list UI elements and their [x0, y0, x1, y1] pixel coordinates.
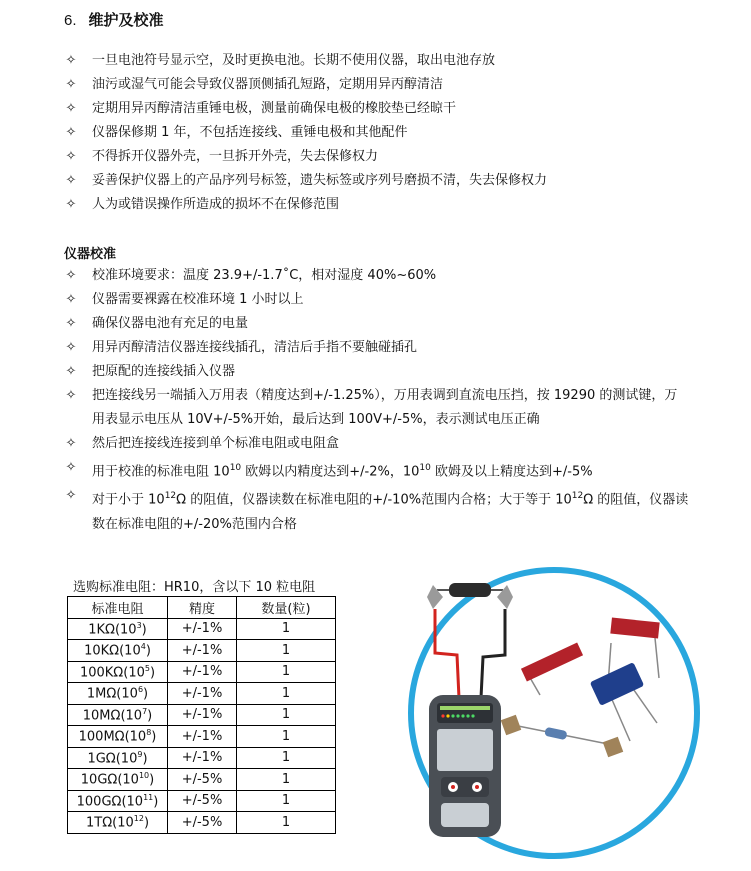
- table-row: [68, 790, 336, 812]
- diamond-bullet-icon: ✧: [65, 340, 77, 355]
- diamond-bullet-icon: ✧: [65, 101, 77, 116]
- cell-accuracy: +/-5%: [168, 790, 237, 812]
- list-item: ✧ 把连接线另一端插入万用表（精度达到+/-1.25%），万用表调到直流电压挡，按 19290 的测试键，万 用表显示电压从 10V+/-5%开始，最后达到 100V+/-5%，表示测试电压正确: [64, 384, 724, 432]
- cell-quantity: 1: [237, 683, 336, 705]
- cell-accuracy: +/-1%: [168, 640, 237, 662]
- standard-resistor-table: [67, 596, 336, 834]
- cell-accuracy: +/-1%: [168, 747, 237, 769]
- diamond-bullet-icon: ✧: [65, 460, 77, 475]
- cell-accuracy: +/-1%: [168, 704, 237, 726]
- table-row: [68, 769, 336, 791]
- list-item: ✧ 校准环境要求：温度 23.9+/-1.7˚C，相对湿度 40%~60%: [64, 264, 724, 288]
- cell-quantity: 1: [237, 640, 336, 662]
- cell-quantity: 1: [237, 661, 336, 683]
- cell-accuracy: +/-5%: [168, 812, 237, 834]
- cell-accuracy: +/-1%: [168, 661, 237, 683]
- cell-resistor: $1M\Omega(10^6)$: [68, 683, 168, 705]
- diamond-bullet-icon: ✧: [65, 53, 77, 68]
- table-caption: 选购标准电阻：HR10，含以下 10 粒电阻: [73, 580, 316, 595]
- list-item: ✧ 用异丙醇清洁仪器连接线插孔，清洁后手指不要触碰插孔: [64, 336, 724, 360]
- diamond-bullet-icon: ✧: [65, 316, 77, 331]
- cell-accuracy: +/-1%: [168, 726, 237, 748]
- cell-accuracy: +/-1%: [168, 618, 237, 640]
- cell-resistor: $1K\Omega(10^3)$: [68, 618, 168, 640]
- section-title-text: 维护及校准: [88, 11, 164, 29]
- cell-resistor: $10K\Omega(10^4)$: [68, 640, 168, 662]
- cell-quantity: 1: [237, 726, 336, 748]
- cell-resistor: $100K\Omega(10^5)$: [68, 661, 168, 683]
- list-item: ✧ 仪器需要裸露在校准环境 1 小时以上: [64, 288, 724, 312]
- calibration-list: [64, 264, 724, 537]
- diamond-bullet-icon: ✧: [65, 364, 77, 379]
- section-title: [64, 9, 164, 30]
- table-row: [68, 618, 336, 640]
- cell-resistor: $1T\Omega(10^{12})$: [68, 812, 168, 834]
- cell-resistor: $10M\Omega(10^7)$: [68, 704, 168, 726]
- list-item: ✧ 然后把连接线连接到单个标准电阻或电阻盒: [64, 432, 724, 456]
- table-row: [68, 683, 336, 705]
- diamond-bullet-icon: ✧: [65, 436, 77, 451]
- diamond-bullet-icon: ✧: [65, 149, 77, 164]
- table-row: [68, 661, 336, 683]
- table-header-row: [68, 597, 336, 619]
- col-header-quantity: 数量(粒): [237, 597, 336, 619]
- diamond-bullet-icon: ✧: [65, 488, 77, 504]
- cell-quantity: 1: [237, 790, 336, 812]
- cell-accuracy: +/-1%: [168, 683, 237, 705]
- list-item: ✧ 用于校准的标准电阻 $10^{10}$ 欧姆以内精度达到+/-2%，$10^{10}$ 欧姆及以上精度达到+/-5%: [64, 456, 724, 484]
- alligator-clip-icon: [427, 585, 443, 609]
- diamond-bullet-icon: ✧: [65, 173, 77, 188]
- table-row: [68, 747, 336, 769]
- table-row: [68, 640, 336, 662]
- list-item: ✧ 人为或错误操作所造成的损坏不在保修范围: [64, 193, 724, 217]
- list-item: ✧ 定期用异丙醇清洁重锤电极，测量前确保电极的橡胶垫已经晾干: [64, 97, 724, 121]
- calibration-title: 仪器校准: [64, 247, 117, 262]
- list-item: ✧ 对于小于 $10^{12}\Omega$ 的阻值，仪器读数在标准电阻的+/-10%范围内合格；大于等于 $10^{12}\Omega$ 的阻值，仪器读 数在标准电阻的+/-20%范围内合格: [64, 484, 724, 536]
- list-item: ✧ 把原配的连接线插入仪器: [64, 360, 724, 384]
- cell-quantity: 1: [237, 747, 336, 769]
- diamond-bullet-icon: ✧: [65, 77, 77, 92]
- list-item: ✧ 仪器保修期 1 年，不包括连接线、重锤电极和其他配件: [64, 121, 724, 145]
- list-item: ✧ 一旦电池符号显示空，及时更换电池。长期不使用仪器，取出电池存放: [64, 49, 724, 73]
- diamond-bullet-icon: ✧: [65, 268, 77, 283]
- calibration-illustration: [385, 563, 723, 861]
- table-row: [68, 726, 336, 748]
- diamond-bullet-icon: ✧: [65, 197, 77, 212]
- cell-resistor: $10G\Omega(10^{10})$: [68, 769, 168, 791]
- diamond-bullet-icon: ✧: [65, 125, 77, 140]
- test-resistor-icon: [449, 583, 491, 597]
- list-item: ✧ 妥善保护仪器上的产品序列号标签，遗失标签或序列号磨损不清，失去保修权力: [64, 169, 724, 193]
- cell-quantity: 1: [237, 618, 336, 640]
- cell-quantity: 1: [237, 704, 336, 726]
- list-item: ✧ 油污或湿气可能会导致仪器顶侧插孔短路，定期用异丙醇清洁: [64, 73, 724, 97]
- diamond-bullet-icon: ✧: [65, 388, 77, 403]
- table-row: [68, 704, 336, 726]
- list-item: ✧ 确保仪器电池有充足的电量: [64, 312, 724, 336]
- col-header-accuracy: 精度: [168, 597, 237, 619]
- cell-quantity: 1: [237, 769, 336, 791]
- cell-resistor: $1G\Omega(10^9)$: [68, 747, 168, 769]
- cell-accuracy: +/-5%: [168, 769, 237, 791]
- cell-quantity: 1: [237, 812, 336, 834]
- cell-resistor: $100M\Omega(10^8)$: [68, 726, 168, 748]
- col-header-resistor: 标准电阻: [68, 597, 168, 619]
- table-row: [68, 812, 336, 834]
- insulation-tester-icon: [429, 695, 501, 837]
- diamond-bullet-icon: ✧: [65, 292, 77, 307]
- maintenance-list: [64, 49, 724, 217]
- section-number: 6.: [64, 12, 77, 29]
- cell-resistor: $100G\Omega(10^{11})$: [68, 790, 168, 812]
- list-item: ✧ 不得拆开仪器外壳，一旦拆开外壳，失去保修权力: [64, 145, 724, 169]
